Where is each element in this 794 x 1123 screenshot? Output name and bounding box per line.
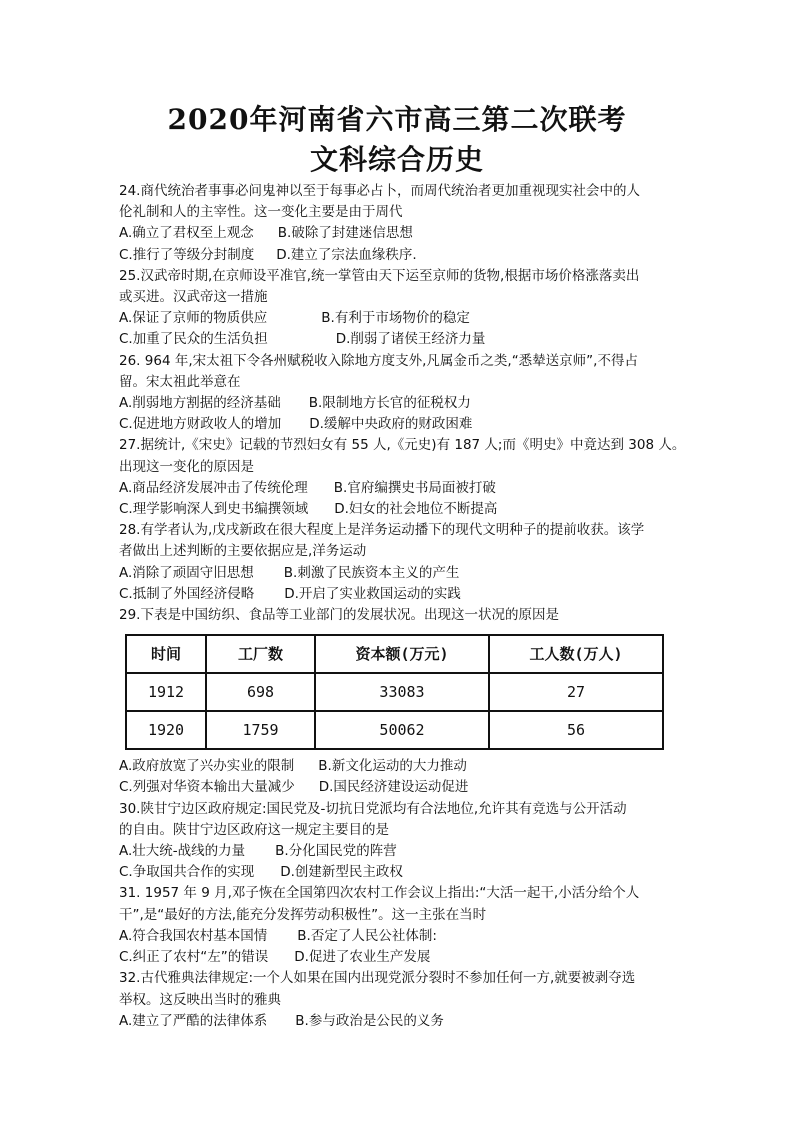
exam-title: 2020年河南省六市高三第二次联考 bbox=[167, 103, 627, 136]
q27-option-d: D.妇女的社会地位不断提高 bbox=[334, 501, 498, 518]
table-cell: 50062 bbox=[315, 711, 489, 749]
q28-stem-line1: 28.有学者认为,戊戌新政在很大程度上是洋务运动播下的现代文明种子的提前收获。该学 bbox=[119, 522, 645, 539]
q24-options-row2 bbox=[119, 245, 689, 266]
table-cell: 56 bbox=[489, 711, 663, 749]
q25-options-row2 bbox=[119, 329, 689, 350]
q31-option-b: B.否定了人民公社体制: bbox=[297, 927, 437, 944]
table-header-cell: 时间 bbox=[126, 635, 206, 673]
q27-options-row1 bbox=[119, 478, 689, 499]
table-cell: 1920 bbox=[126, 711, 206, 749]
q30-option-d: D.创建新型民主政权 bbox=[280, 864, 403, 881]
question-list bbox=[119, 181, 689, 1032]
q24-stem-line2: 伦礼制和人的主宰性。这一变化主要是由于周代 bbox=[119, 204, 403, 221]
q31-option-d: D.促进了农业生产发展 bbox=[294, 949, 431, 966]
q32-options-row1 bbox=[119, 1011, 689, 1032]
q25-option-b: B.有利于市场物价的稳定 bbox=[321, 310, 470, 327]
q30-stem-line2: 的自由。陕甘宁边区政府这一规定主要目的是 bbox=[119, 821, 389, 838]
q29-options-row1 bbox=[119, 756, 689, 777]
q27-option-c: C.理学影响深人到史书编撰领域 bbox=[119, 501, 309, 518]
q25-option-d: D.削弱了诸侯王经济力量 bbox=[335, 331, 486, 348]
q28-option-b: B.刺激了民族资本主义的产生 bbox=[283, 564, 460, 581]
q29-option-b: B.新文化运动的大力推动 bbox=[318, 758, 467, 775]
table-row bbox=[126, 711, 663, 749]
q32-stem-line2: 举权。这反映出当时的雅典 bbox=[119, 991, 281, 1008]
q26-stem-line2: 留。宋太祖此举意在 bbox=[119, 373, 241, 390]
q26-option-a: A.削弱地方割据的经济基础 bbox=[119, 395, 281, 412]
q30-option-b: B.分化国民党的阵营 bbox=[275, 843, 397, 860]
q27-option-a: A.商品经济发展冲击了传统伦理 bbox=[119, 479, 308, 496]
table-header-cell: 工厂数 bbox=[206, 635, 315, 673]
q27-option-b: B.官府编撰史书局面被打破 bbox=[333, 479, 496, 496]
q30-options-row1 bbox=[119, 841, 689, 862]
q25-stem-line2: 或买进。汉武帝这一措施 bbox=[119, 289, 268, 306]
q25-options-row1 bbox=[119, 308, 689, 329]
exam-subtitle: 文科综合历史 bbox=[309, 143, 484, 176]
industry-table bbox=[125, 634, 664, 750]
q28-option-c: C.抵制了外国经济侵略 bbox=[119, 585, 255, 602]
q31-options-row1 bbox=[119, 926, 689, 947]
q28-option-a: A.消除了顽固守旧思想 bbox=[119, 564, 254, 581]
q30-options-row2 bbox=[119, 862, 689, 883]
q31-stem-line1: 31. 1957 年 9 月,邓子恢在全国第四次农村工作会议上指出:“大活一起干,小活分给个人 bbox=[119, 885, 640, 902]
q32-option-a: A.建立了严酷的法律体系 bbox=[119, 1012, 268, 1029]
q28-options-row2 bbox=[119, 584, 689, 605]
q26-option-d: D.缓解中央政府的财政困难 bbox=[309, 416, 473, 433]
q29-option-d: D.国民经济建设运动促进 bbox=[318, 779, 469, 796]
table-header-cell: 工人数(万人) bbox=[489, 635, 663, 673]
q24-option-c: C.推行了等级分封制度 bbox=[119, 246, 255, 263]
q32-option-b: B.参与政治是公民的义务 bbox=[295, 1012, 444, 1029]
q24-stem-line1: 24.商代统治者事事必问鬼神以至于每事必占卜，而周代统治者更加重视现实社会中的人 bbox=[119, 183, 640, 199]
q24-options-row1 bbox=[119, 223, 689, 244]
q25-stem-line1: 25.汉武帝时期,在京师设平准官,统一掌管由天下运至京师的货物,根据市场价格涨落卖出 bbox=[119, 267, 640, 284]
table-cell: 698 bbox=[206, 673, 315, 711]
q29-option-a: A.政府放宽了兴办实业的限制 bbox=[119, 758, 295, 775]
q28-options-row1 bbox=[119, 563, 689, 584]
q29-stem-line1: 29.下表是中国纺织、食品等工业部门的发展状况。出现这一状况的原因是 bbox=[119, 607, 559, 624]
q29-option-c: C.列强对华资本输出大量减少 bbox=[119, 779, 295, 796]
q26-options-row1 bbox=[119, 393, 689, 414]
q32-stem-line1: 32.古代雅典法律规定:一个人如果在国内出现党派分裂时不参加任何一方,就要被剥夺选 bbox=[119, 970, 636, 987]
table-cell: 1759 bbox=[206, 711, 315, 749]
q28-option-d: D.开启了实业救国运动的实践 bbox=[284, 585, 461, 602]
table-header-row bbox=[126, 635, 663, 673]
q30-option-c: C.争取国共合作的实现 bbox=[119, 864, 255, 881]
table-header-cell: 资本额(万元) bbox=[315, 635, 489, 673]
table-cell: 33083 bbox=[315, 673, 489, 711]
q27-stem-line2: 出现这一变化的原因是 bbox=[119, 458, 254, 475]
q31-option-c: C.纠正了农村“左”的错误 bbox=[119, 949, 269, 966]
q26-stem-line1: 26. 964 年,宋太祖下令各州赋税收入除地方度支外,凡属金币之类,“悉辇送京师”,不得占 bbox=[119, 352, 638, 369]
q25-option-c: C.加重了民众的生活负担 bbox=[119, 331, 268, 348]
table-cell: 27 bbox=[489, 673, 663, 711]
q26-options-row2 bbox=[119, 414, 689, 435]
table-cell: 1912 bbox=[126, 673, 206, 711]
q30-option-a: A.壮大统-战线的力量 bbox=[119, 843, 246, 860]
q31-option-a: A.符合我国农村基本国情 bbox=[119, 927, 268, 944]
q24-option-b: B.破除了封建迷信思想 bbox=[277, 225, 413, 242]
q30-stem-line1: 30.陕甘宁边区政府规定:国民党及-切抗日党派均有合法地位,允许其有竞选与公开活动 bbox=[119, 800, 627, 817]
q26-option-b: B.限制地方长官的征税权力 bbox=[308, 395, 471, 412]
q31-options-row2 bbox=[119, 947, 689, 968]
q24-option-d: D.建立了宗法血缘秩序. bbox=[276, 246, 417, 263]
q25-option-a: A.保证了京师的物质供应 bbox=[119, 310, 268, 327]
q29-options-row2 bbox=[119, 777, 689, 798]
q24-option-a: A.确立了君权至上观念 bbox=[119, 225, 254, 242]
q28-stem-line2: 者做出上述判断的主要依据应是,洋务运动 bbox=[119, 543, 367, 560]
table-row bbox=[126, 673, 663, 711]
q26-option-c: C.促进地方财政收人的增加 bbox=[119, 416, 282, 433]
q31-stem-line2: 干”,是“最好的方法,能充分发挥劳动积极性”。这一主张在当时 bbox=[119, 906, 487, 923]
q27-stem-line1: 27.据统计,《宋史》记载的节烈妇女有 55 人,《元史)有 187 人;而《明史》中竟达到 308 人。 bbox=[119, 437, 686, 454]
q27-options-row2 bbox=[119, 499, 689, 520]
